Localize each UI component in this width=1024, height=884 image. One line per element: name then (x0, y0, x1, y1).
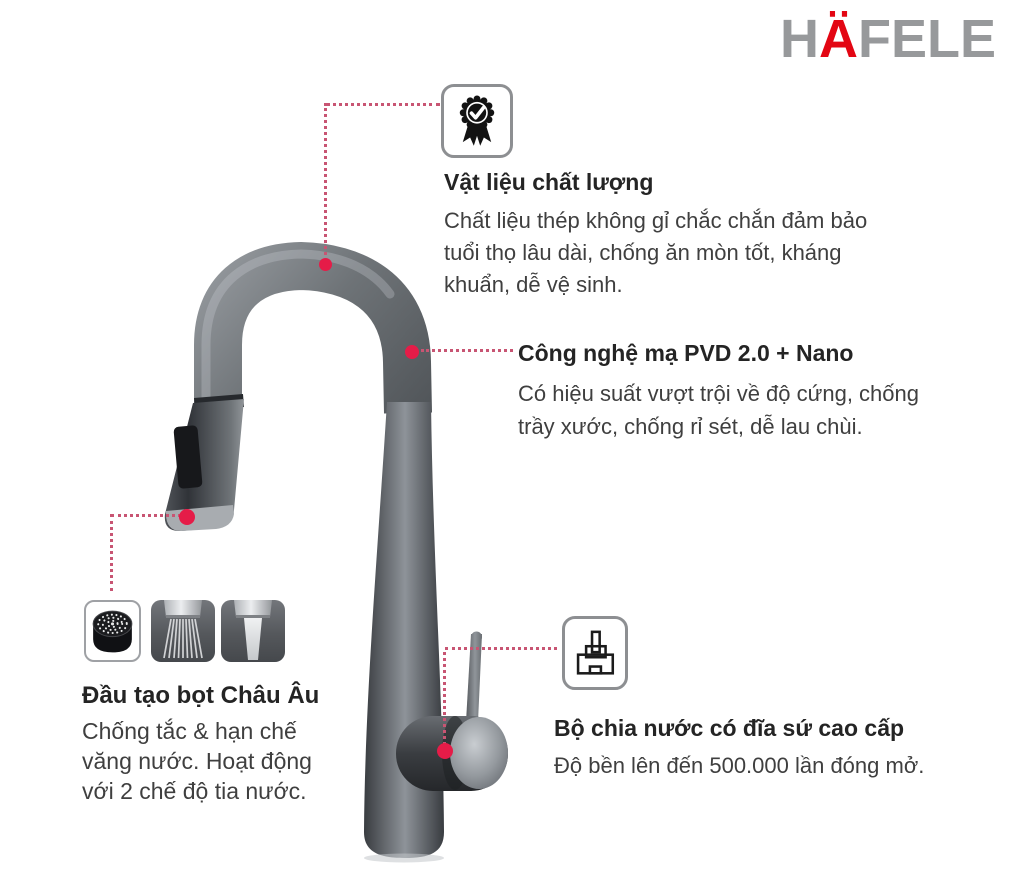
leader-line-material-h (326, 103, 440, 106)
cartridge-badge-frame (562, 616, 628, 690)
feature-aerator (82, 681, 382, 806)
aerator-head-icon (84, 600, 141, 662)
award-check-icon (455, 94, 499, 148)
quality-badge-frame (441, 84, 513, 158)
callout-dot-material (319, 258, 332, 271)
feature-material-line: tuổi thọ lâu dài, chống ăn mòn tốt, kháng (444, 240, 842, 265)
logo-letters-gray: FELE (857, 9, 996, 69)
faucet-gooseneck (206, 254, 408, 413)
feature-coating-line: Có hiệu suất vượt trội về độ cứng, chống (518, 381, 919, 406)
feature-aerator-line: Chống tắc & hạn chế (82, 718, 297, 744)
callout-dot-aerator (179, 509, 195, 525)
stream-mode-icon (221, 600, 285, 662)
feature-material (444, 168, 954, 301)
leader-line-cartridge-v (443, 652, 446, 745)
feature-material-line: Chất liệu thép không gỉ chắc chắn đảm bảo (444, 208, 868, 233)
feature-cartridge (554, 713, 994, 781)
leader-line-material-v (324, 103, 327, 255)
leader-line-aerator-h (111, 514, 181, 517)
logo-letter-gray: H (779, 9, 819, 69)
spray-mode-icon (151, 600, 215, 662)
feature-aerator-line: văng nước. Hoạt động (82, 748, 312, 774)
callout-dot-coating (405, 345, 419, 359)
valve-cartridge-icon (573, 628, 617, 678)
leader-line-aerator-v (110, 514, 113, 591)
feature-aerator-line: với 2 chế độ tia nước. (82, 778, 307, 804)
feature-coating-title: Công nghệ mạ PVD 2.0 + Nano (518, 340, 854, 366)
leader-line-coating-h (421, 349, 513, 352)
leader-line-cartridge-h (445, 647, 557, 650)
feature-coating-line: trầy xước, chống rỉ sét, dễ lau chùi. (518, 414, 863, 439)
feature-material-line: khuẩn, dễ vệ sinh. (444, 272, 623, 297)
callout-dot-cartridge (437, 743, 453, 759)
logo-letter-red: Ä (818, 9, 858, 69)
feature-cartridge-line: Độ bền lên đến 500.000 lần đóng mở. (554, 753, 925, 778)
faucet-spray-head (165, 394, 244, 531)
feature-coating (518, 339, 1024, 443)
feature-aerator-title: Đầu tạo bọt Châu Âu (82, 682, 320, 709)
feature-material-title: Vật liệu chất lượng (444, 169, 654, 195)
feature-cartridge-title: Bộ chia nước có đĩa sứ cao cấp (554, 715, 905, 741)
